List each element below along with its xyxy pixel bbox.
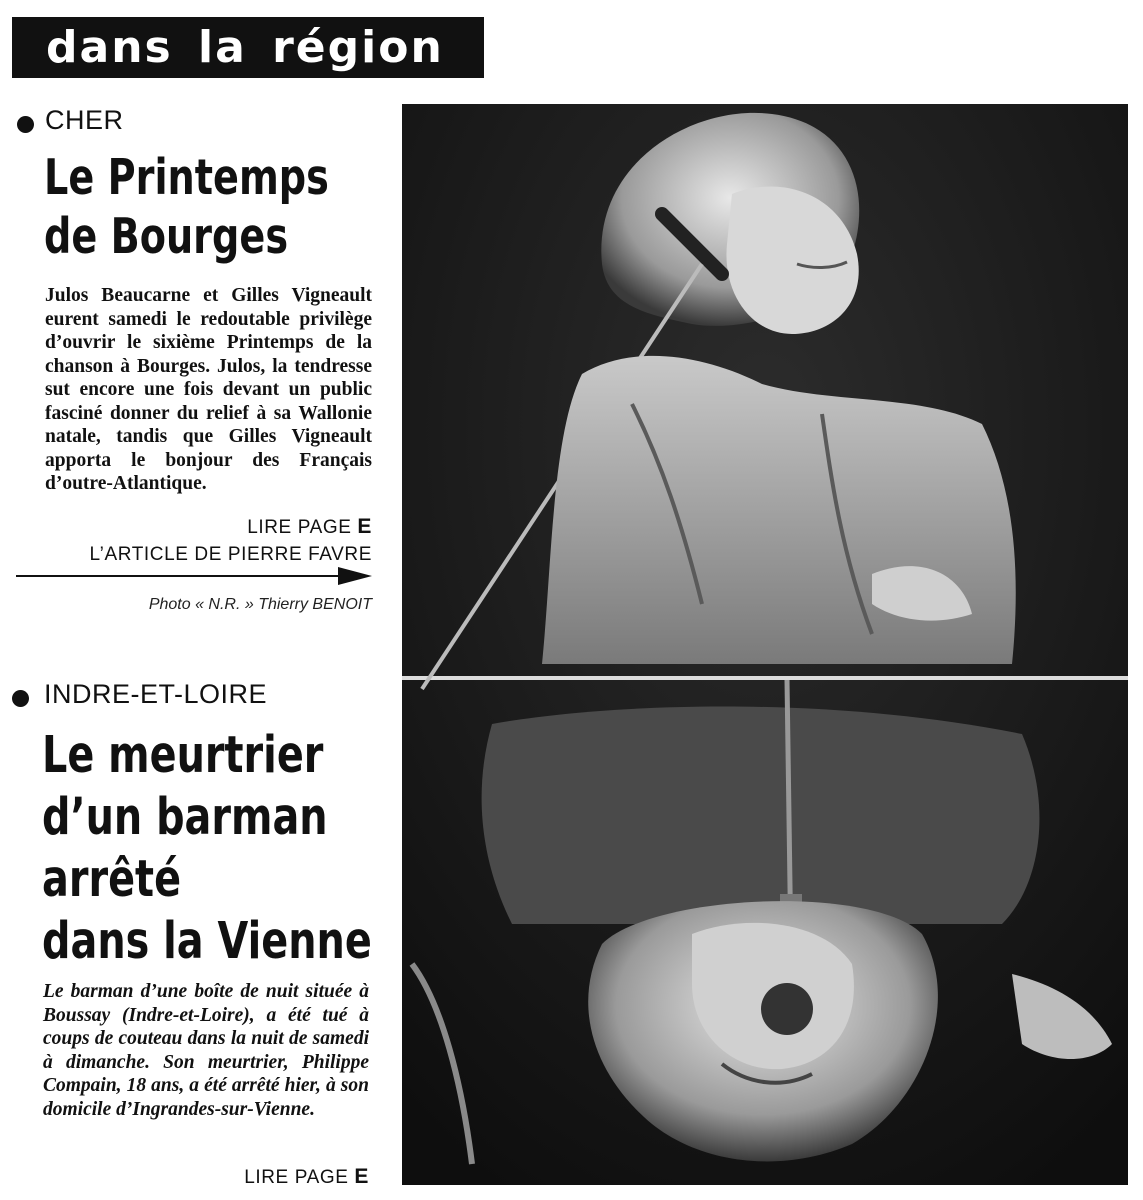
story1-refer-line-2: L’ARTICLE DE PIERRE FAVRE	[89, 544, 372, 565]
story2-headline-line-3: arrêté	[42, 850, 182, 909]
story2-refer-prefix: LIRE PAGE	[244, 1167, 349, 1188]
story2-region: INDRE-ET-LOIRE	[44, 679, 268, 709]
concert-photo	[402, 104, 1128, 1185]
story2-refer[interactable]	[20, 1163, 369, 1191]
bullet-icon	[17, 116, 34, 133]
story2-headline-line-2: d’un barman	[42, 788, 328, 847]
story1-headline[interactable]	[44, 148, 329, 266]
story2-body: Le barman d’une boîte de nuit située à Boussay (Indre-et-Loire), a été tué à coups de couteau dans la nuit de samedi à dimanche. Son meurtrier, Philippe Compain, 18 ans, a été arrêté hier, à son domicile d’Ingrandes-sur-Vienne.	[43, 981, 369, 1120]
story1-body: Julos Beaucarne et Gilles Vigneault eurent samedi le redoutable privilège d’ouvrir le sixième Printemps de la chanson à Bourges. Julos, la tendresse sut encore une fois devant un public fasciné donner du relief à sa Wallonie natale, tandis que Gilles Vigneault apporta le bonjour des Français d’outre-Atlantique.	[45, 285, 372, 494]
bullet-icon	[12, 690, 29, 707]
story1-refer-line-1	[20, 513, 372, 541]
story1-headline-line-2: de Bourges	[44, 208, 289, 265]
story1-refer-prefix: LIRE PAGE	[247, 517, 352, 538]
arrow-right-icon	[16, 573, 372, 579]
story2-headline-line-4: dans la Vienne	[42, 912, 372, 971]
story1-refer-page: E	[357, 515, 372, 538]
story1-refer[interactable]	[20, 513, 372, 568]
story1-headline-line-1: Le Printemps	[44, 149, 329, 206]
story2-refer-page: E	[354, 1165, 369, 1188]
section-banner: dans la région	[12, 17, 484, 78]
story2-headline[interactable]	[42, 725, 372, 973]
story2-headline-line-1: Le meurtrier	[42, 726, 324, 785]
story1-region: CHER	[45, 105, 124, 135]
concert-photo-image	[402, 104, 1128, 1185]
photo-credit: Photo « N.R. » Thierry BENOIT	[148, 596, 372, 613]
